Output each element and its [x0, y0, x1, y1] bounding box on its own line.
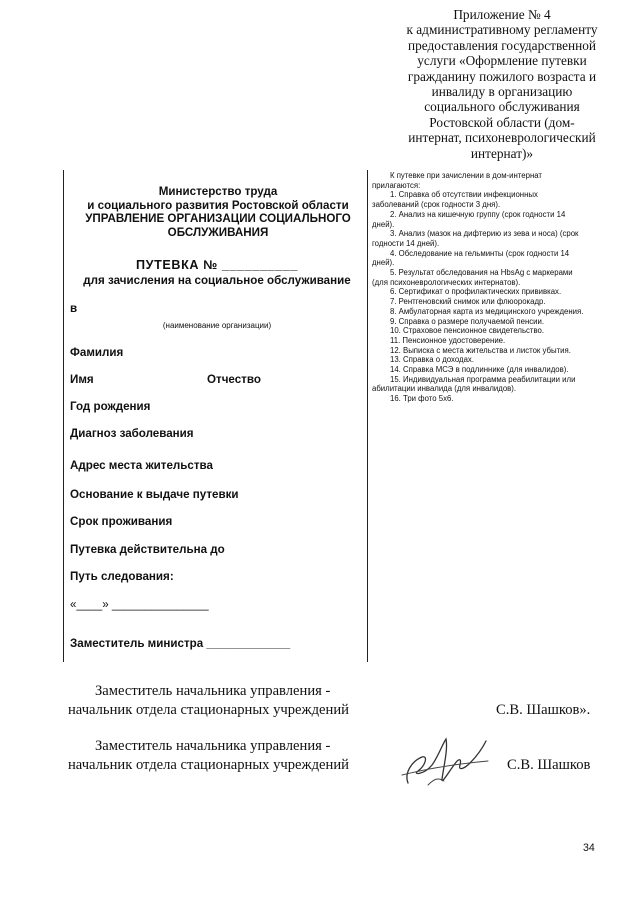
- list-item: 7. Рентгеновский снимок или флюорокадр.: [390, 297, 546, 307]
- list-item: 15. Индивидуальная программа реабилитации или абилитации инвалида (для инвалидов).: [372, 374, 576, 394]
- appendix-line: предоставления государственной: [407, 37, 597, 53]
- signatory-title-line1: Заместитель начальника управления -: [95, 683, 331, 699]
- page-number: 34: [583, 842, 595, 854]
- voucher-form-frame: [63, 170, 368, 662]
- appendix-line: гражданину пожилого возраста и: [407, 68, 597, 84]
- ministry-line: УПРАВЛЕНИЕ ОРГАНИЗАЦИИ СОЦИАЛЬНОГО: [85, 212, 351, 226]
- list-item: 6. Сертификат о профилактических прививках.: [390, 287, 562, 297]
- signatory-name: С.В. Шашков».: [496, 702, 591, 718]
- name-label: Имя: [70, 373, 94, 386]
- surname-label: Фамилия: [70, 346, 124, 359]
- stay-period-label: Срок проживания: [70, 515, 173, 528]
- list-item: 5. Результат обследования на HbsAg с маркерами (для психоневрологических интернатов).: [372, 268, 573, 287]
- voucher-title: ПУТЕВКА № __________: [136, 258, 298, 272]
- patronymic-label: Отчество: [207, 373, 261, 386]
- attached-documents-list: [372, 171, 584, 404]
- appendix-line: услуги «Оформление путевки: [417, 53, 587, 69]
- list-item: 4. Обследование на гельминты (срок годности 14 дней).: [372, 248, 570, 268]
- ministry-line: Министерство труда: [158, 185, 278, 198]
- appendix-line: Ростовской области (дом-: [429, 114, 575, 130]
- list-item: 9. Справка о размере получаемой пенсии.: [390, 316, 545, 326]
- list-item: 8. Амбулаторная карта из медицинского учреждения.: [390, 306, 584, 316]
- ministry-line: ОБСЛУЖИВАНИЯ: [167, 225, 269, 239]
- appendix-line: Приложение № 4: [453, 7, 551, 22]
- address-label: Адрес места жительства: [70, 459, 213, 472]
- list-item: 1. Справка об отсутствии инфекционных заболеваний (срок годности 3 дня).: [372, 190, 538, 210]
- signatory-title-line2: начальник отдела стационарных учреждений: [68, 757, 349, 773]
- valid-until-label: Путевка действительна до: [70, 543, 225, 556]
- route-label: Путь следования:: [70, 570, 174, 583]
- org-in-label: в: [70, 302, 78, 315]
- appendix-line: интернат)»: [470, 145, 534, 161]
- handwritten-signature: [398, 735, 493, 790]
- list-item: 10. Страховое пенсионное свидетельство.: [390, 326, 545, 336]
- date-line: «____» _______________: [70, 598, 209, 611]
- appendix-line: интернат, психоневрологический: [408, 130, 596, 146]
- appendix-header: [398, 7, 606, 161]
- birth-year-label: Год рождения: [70, 400, 151, 413]
- list-item: 12. Выписка с места жительства и листок убытия.: [390, 345, 571, 355]
- list-item: 3. Анализ (мазок на дифтерию из зева и носа) (срок годности 14 дней).: [372, 229, 579, 248]
- deputy-minister-line: Заместитель министра _____________: [70, 637, 291, 650]
- list-item: 11. Пенсионное удостоверение.: [390, 335, 506, 345]
- diagnosis-label: Диагноз заболевания: [70, 427, 194, 440]
- appendix-line: инвалиду в организацию: [431, 84, 573, 100]
- ministry-line: и социального развития Ростовской области: [87, 198, 349, 212]
- org-name-caption: (наименование организации): [162, 321, 272, 330]
- signatory-name: С.В. Шашков: [507, 757, 591, 773]
- voucher-subtitle: для зачисления на социальное обслуживание: [83, 274, 351, 287]
- basis-label: Основание к выдаче путевки: [70, 488, 239, 501]
- list-item: 16. Три фото 5х6.: [390, 394, 454, 404]
- list-item: 13. Справка о доходах.: [390, 355, 474, 365]
- signatory-title-line2: начальник отдела стационарных учреждений: [68, 702, 349, 718]
- signatory-title-line1: Заместитель начальника управления -: [95, 738, 331, 754]
- appendix-line: к административному регламенту: [406, 22, 598, 38]
- appendix-line: социального обслуживания: [424, 99, 580, 115]
- list-item: 14. Справка МСЭ в подлиннике (для инвалидов).: [390, 365, 569, 375]
- ministry-header: [68, 185, 368, 239]
- list-item: К путевке при зачислении в дом-интернат прилагаются:: [372, 171, 543, 190]
- list-item: 2. Анализ на кишечную группу (срок годности 14 дней).: [372, 209, 566, 229]
